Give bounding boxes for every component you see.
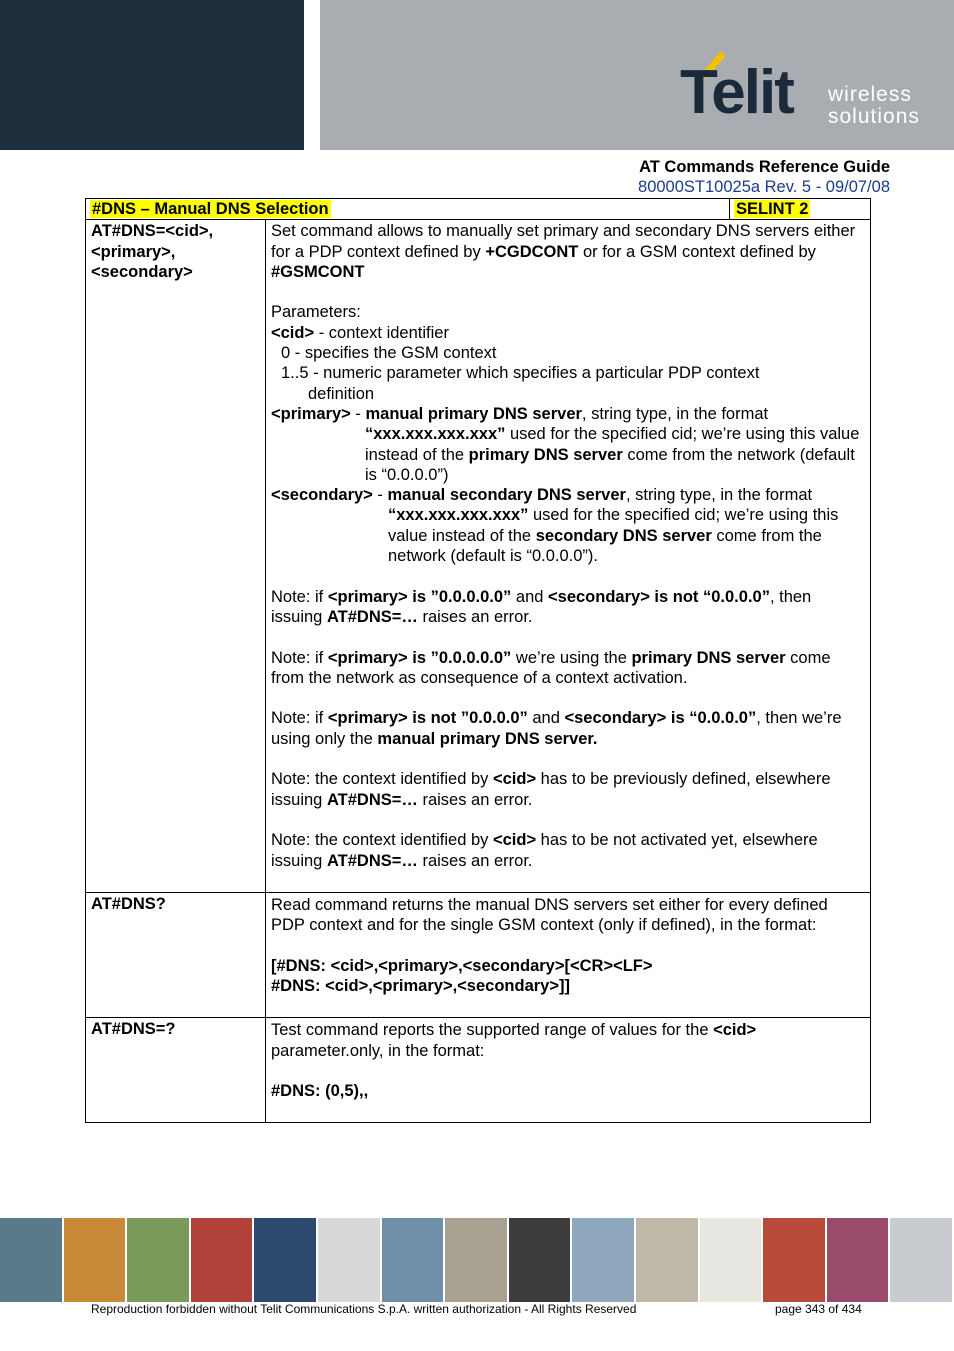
read-description-cell <box>266 892 871 1017</box>
footer-photo-strip <box>0 1218 954 1302</box>
param-primary-desc: “xxx.xxx.xxx.xxx” used for the specified cid; we’re using this value instead of the primary DNS server come from the network (default is “0.0.0.0”) <box>365 425 860 484</box>
param-cid-value-1: 1..5 - numeric parameter which specifies a particular PDP context <box>281 364 760 383</box>
table-row <box>86 892 871 1017</box>
footer-photo-tile <box>509 1218 571 1302</box>
logo-tagline-1: wireless <box>828 83 912 106</box>
interface-cell <box>730 199 871 220</box>
param-cid-value-0: 0 - specifies the GSM context <box>281 344 497 363</box>
footer-photo-tile <box>572 1218 634 1302</box>
read-description: Read command returns the manual DNS servers set either for every defined PDP context and for the single GSM context (only if defined), in the format: <box>271 895 828 935</box>
command-table <box>85 198 871 1123</box>
command-title: #DNS – Manual DNS Selection <box>92 200 329 218</box>
set-description-cell <box>266 220 871 893</box>
param-primary: <primary> - manual primary DNS server, string type, in the format <box>271 404 769 423</box>
set-command-cell <box>86 220 266 893</box>
table-title-cell <box>86 199 730 220</box>
telit-logo <box>676 48 936 138</box>
read-format-line-2: #DNS: <cid>,<primary>,<secondary>]] <box>271 976 570 995</box>
footer-photo-tile <box>0 1218 62 1302</box>
set-command-line-1: AT#DNS=<cid>, <box>91 222 214 241</box>
note-2: Note: if <primary> is ”0.0.0.0.0” we’re using the primary DNS server come from the network as consequence of a context activation. <box>271 648 831 687</box>
table-title-row <box>86 199 871 220</box>
read-command: AT#DNS? <box>91 894 166 913</box>
document-title: AT Commands Reference Guide <box>639 158 890 176</box>
read-format-line-1: [#DNS: <cid>,<primary>,<secondary>[<CR><LF> <box>271 956 653 975</box>
table-row <box>86 220 871 893</box>
test-description: Test command reports the supported range of values for the <cid> parameter.only, in the format: <box>271 1021 757 1060</box>
set-command-line-3: <secondary> <box>91 262 193 281</box>
footer-photo-tile <box>700 1218 762 1302</box>
test-command: AT#DNS=? <box>91 1020 176 1039</box>
footer-photo-tile <box>890 1218 952 1302</box>
param-cid-value-1-cont: definition <box>308 384 375 403</box>
header-dark-panel <box>0 0 304 150</box>
footer-photo-tile <box>445 1218 507 1302</box>
param-secondary-desc: “xxx.xxx.xxx.xxx” used for the specified cid; we’re using this value instead of the secondary DNS server come from the network (default is “0.0.0.0”). <box>388 506 839 566</box>
param-cid: <cid> - context identifier <box>271 323 449 342</box>
note-4: Note: the context identified by <cid> has to be previously defined, elsewhere issuing AT#DNS=… raises an error. <box>271 770 831 809</box>
test-description-cell <box>266 1018 871 1123</box>
table-row <box>86 1018 871 1123</box>
footer-copyright: Reproduction forbidden without Telit Communications S.p.A. written authorization - All Rights Reserved <box>91 1302 637 1316</box>
interface-badge: SELINT 2 <box>736 200 809 218</box>
footer-photo-tile <box>636 1218 698 1302</box>
document-reference: 80000ST10025a Rev. 5 - 09/07/08 <box>638 178 890 196</box>
footer-photo-tile <box>64 1218 126 1302</box>
footer-photo-tile <box>127 1218 189 1302</box>
footer-photo-tile <box>318 1218 380 1302</box>
logo-tagline-2: solutions <box>828 105 920 128</box>
set-intro: Set command allows to manually set primary and secondary DNS servers either for a PDP context defined by +CGDCONT or for a GSM context defined by #GSMCONT <box>271 222 856 281</box>
footer-photo-tile <box>382 1218 444 1302</box>
test-command-cell <box>86 1018 266 1123</box>
footer-photo-tile <box>254 1218 316 1302</box>
note-3: Note: if <primary> is not ”0.0.0.0” and <secondary> is “0.0.0.0”, then we’re using only the manual primary DNS server. <box>271 709 842 748</box>
read-command-cell <box>86 892 266 1017</box>
test-format: #DNS: (0,5),, <box>271 1082 369 1101</box>
note-1: Note: if <primary> is ”0.0.0.0.0” and <secondary> is not “0.0.0.0”, then issuing AT#DNS=… raises an error. <box>271 587 812 626</box>
footer-photo-tile <box>191 1218 253 1302</box>
logo-tagline <box>828 84 920 128</box>
parameters-heading: Parameters: <box>271 303 361 322</box>
param-secondary: <secondary> - manual secondary DNS server, string type, in the format <box>271 486 813 505</box>
footer-photo-tile <box>827 1218 889 1302</box>
note-5: Note: the context identified by <cid> has to be not activated yet, elsewhere issuing AT#DNS=… raises an error. <box>271 831 818 870</box>
page-number: page 343 of 434 <box>775 1302 862 1316</box>
logo-wordmark: Telit <box>680 58 793 127</box>
footer-photo-tile <box>763 1218 825 1302</box>
set-command-line-2: <primary>, <box>91 242 176 261</box>
